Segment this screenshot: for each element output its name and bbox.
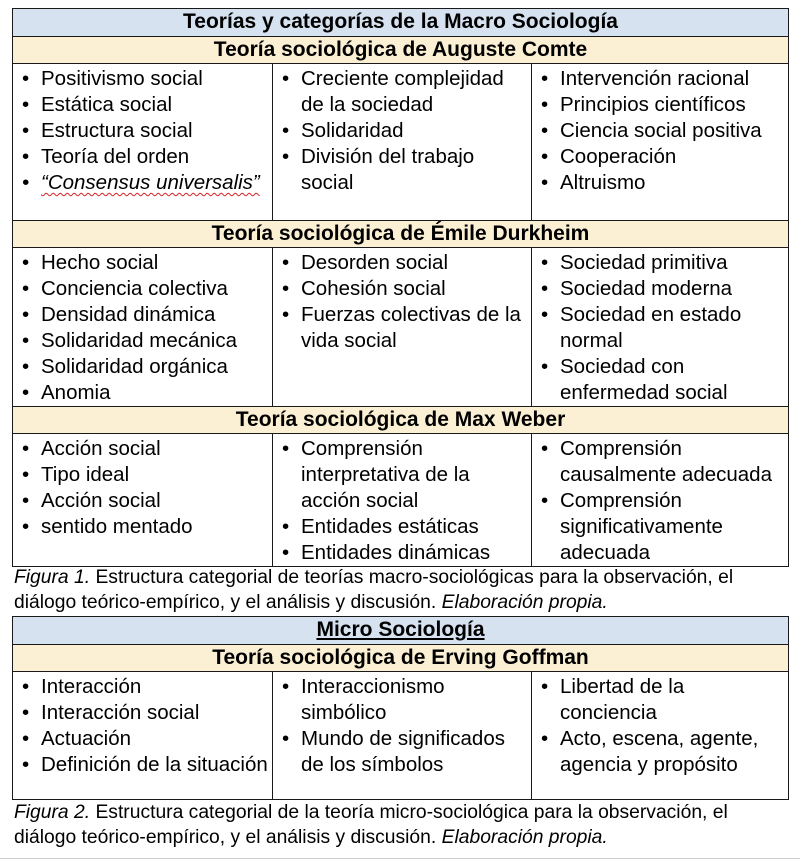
list-item: • Acción social: [19, 488, 268, 514]
list-item: • Interacción social: [19, 700, 268, 726]
figure-2-label: Figura 2.: [14, 802, 91, 823]
list-item: • Acto, escena, agente, agencia y propósito: [538, 726, 784, 778]
durkheim-column-2: [273, 248, 532, 407]
list-item: • Conciencia colectiva: [19, 276, 268, 302]
list-item: • Comprensión causalmente adecuada: [538, 436, 784, 488]
goffman-column-2: [273, 672, 532, 800]
list-item: • Solidaridad: [279, 118, 527, 144]
micro-title-text: Micro Sociología: [316, 618, 485, 641]
comte-column-2: [273, 64, 532, 221]
list-item: • Teoría del orden: [19, 144, 268, 170]
list-item: • Intervención racional: [538, 66, 784, 92]
list-item: • Fuerzas colectivas de la vida social: [279, 302, 527, 354]
figure-2-text: Estructura categorial de la teoría micro-sociológica para la observación, el diálogo teórico-empírico, y el análisis y discusión.: [14, 802, 728, 848]
list-item: • Sociedad en estado normal: [538, 302, 784, 354]
list-item: • Principios científicos: [538, 92, 784, 118]
list-item: • sentido mentado: [19, 514, 268, 540]
goffman-column-3: [532, 672, 789, 800]
list-item: • Sociedad con enfermedad social: [538, 354, 784, 406]
list-item: • Cooperación: [538, 144, 784, 170]
macro-table-title: Teorías y categorías de la Macro Sociología: [13, 9, 789, 37]
comte-column-3: [532, 64, 789, 221]
durkheim-heading: Teoría sociológica de Émile Durkheim: [13, 221, 789, 248]
list-item: • Entidades estáticas: [279, 514, 527, 540]
list-item: • Desorden social: [279, 250, 527, 276]
weber-heading: Teoría sociológica de Max Weber: [13, 407, 789, 434]
weber-column-1: [13, 434, 273, 567]
list-item: • Sociedad moderna: [538, 276, 784, 302]
micro-sociology-table: [12, 616, 789, 800]
list-item: • Actuación: [19, 726, 268, 752]
figure-1-caption: [14, 565, 794, 615]
durkheim-column-1: [13, 248, 273, 407]
list-item: • Ciencia social positiva: [538, 118, 784, 144]
list-item: • Cohesión social: [279, 276, 527, 302]
weber-column-3: [532, 434, 789, 567]
list-item: • Acción social: [19, 436, 268, 462]
list-item: • Mundo de significados de los símbolos: [279, 726, 527, 778]
list-item: • Interacción: [19, 674, 268, 700]
list-item: • Libertad de la conciencia: [538, 674, 784, 726]
figure-1-label: Figura 1.: [14, 567, 91, 588]
comte-heading: Teoría sociológica de Auguste Comte: [13, 37, 789, 64]
goffman-column-1: [13, 672, 273, 800]
figure-1-source: Elaboración propia.: [441, 592, 608, 613]
list-item: • División del trabajo social: [279, 144, 527, 196]
macro-sociology-table: [12, 8, 789, 567]
figure-2-source: Elaboración propia.: [441, 827, 608, 848]
durkheim-column-3: [532, 248, 789, 407]
list-item: • Estática social: [19, 92, 268, 118]
micro-table-title: [13, 617, 789, 645]
list-item: • Solidaridad orgánica: [19, 354, 268, 380]
list-item: • Definición de la situación: [19, 752, 268, 778]
list-item: [19, 170, 268, 196]
goffman-heading: Teoría sociológica de Erving Goffman: [13, 645, 789, 672]
list-item: • Entidades dinámicas: [279, 540, 527, 566]
list-item: • Interaccionismo simbólico: [279, 674, 527, 726]
list-item: • Creciente complejidad de la sociedad: [279, 66, 527, 118]
consensus-universalis-text: “Consensus universalis”: [41, 171, 260, 194]
list-item: • Sociedad primitiva: [538, 250, 784, 276]
list-item: • Hecho social: [19, 250, 268, 276]
list-item: • Solidaridad mecánica: [19, 328, 268, 354]
list-item: • Positivismo social: [19, 66, 268, 92]
list-item: • Densidad dinámica: [19, 302, 268, 328]
list-item: • Tipo ideal: [19, 462, 268, 488]
figure-2-caption: [14, 800, 794, 850]
weber-column-2: [273, 434, 532, 567]
page-bottom-divider: [0, 858, 800, 859]
list-item: • Comprensión significativamente adecuada: [538, 488, 784, 566]
list-item: • Comprensión interpretativa de la acción social: [279, 436, 527, 514]
list-item: • Estructura social: [19, 118, 268, 144]
figure-1-text: Estructura categorial de teorías macro-sociológicas para la observación, el diálogo teórico-empírico, y el análisis y discusión.: [14, 567, 734, 613]
list-item: • Anomia: [19, 380, 268, 406]
comte-column-1: [13, 64, 273, 221]
list-item: • Altruismo: [538, 170, 784, 196]
